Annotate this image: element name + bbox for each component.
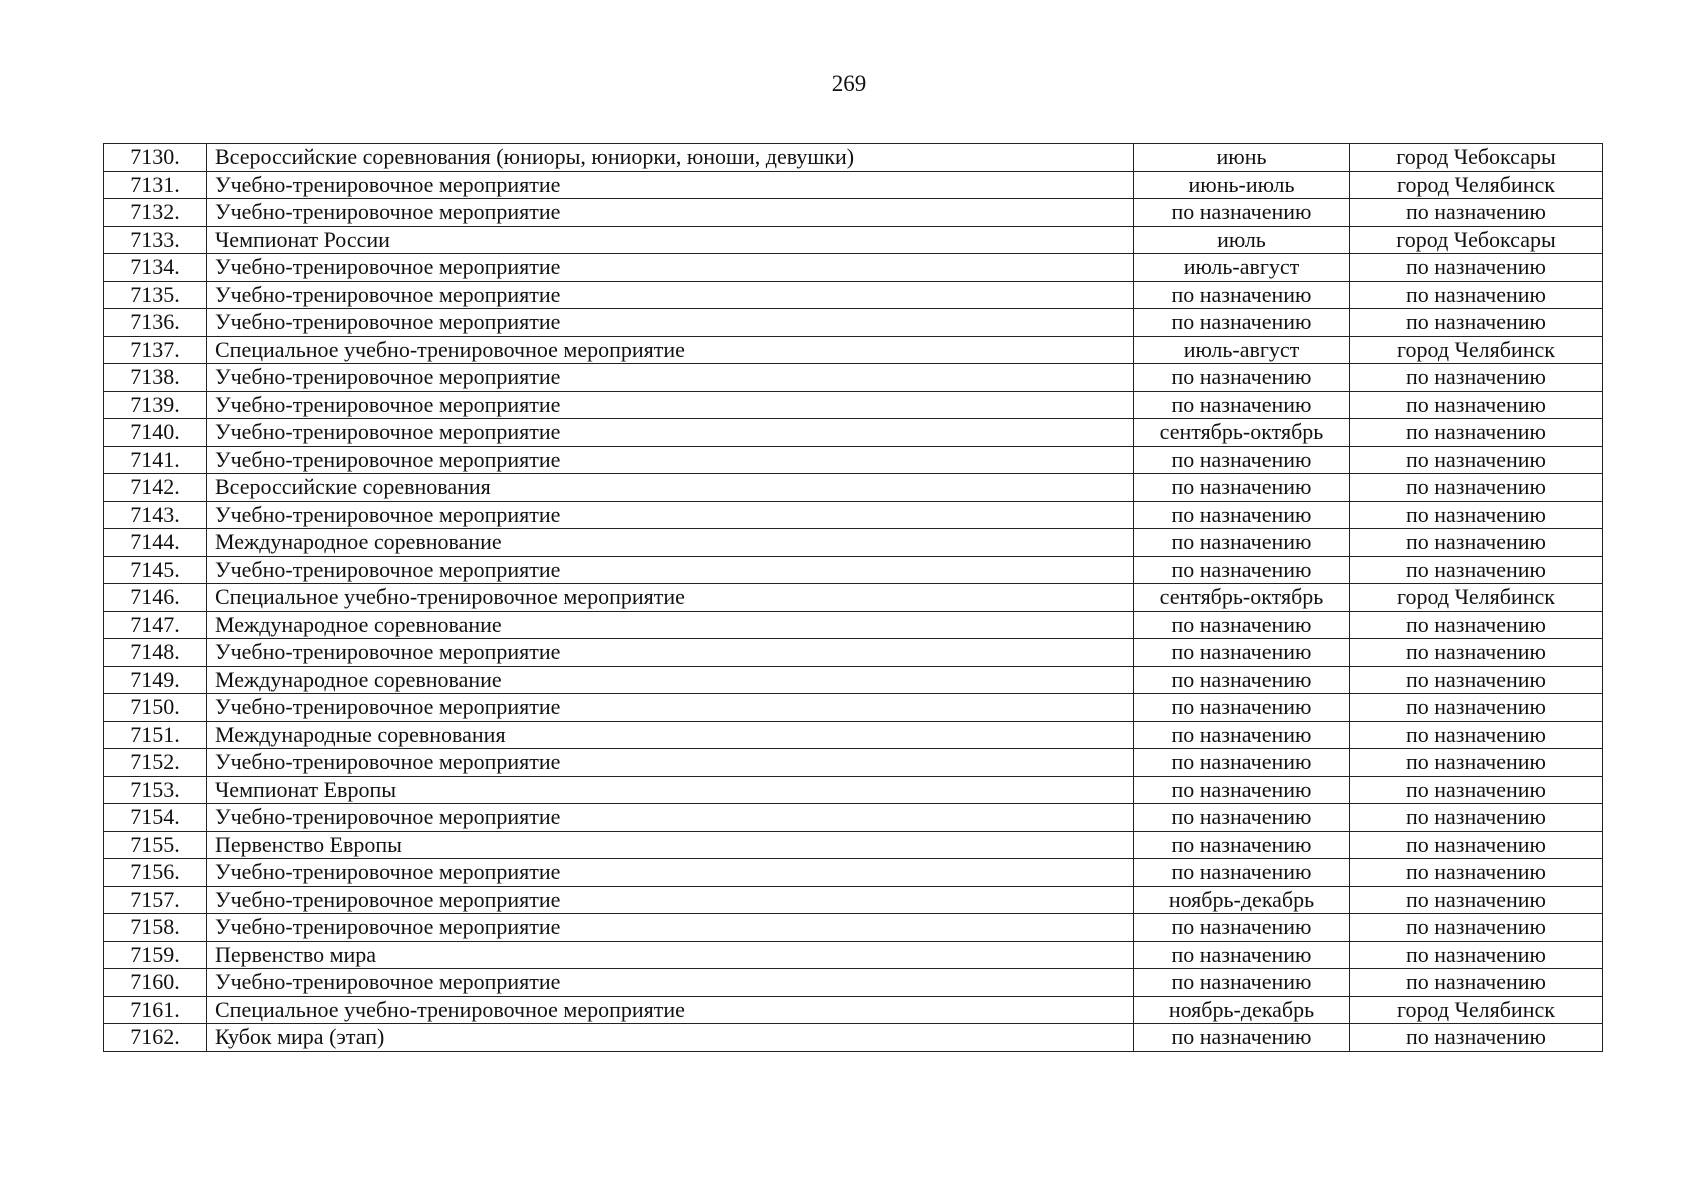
table-row [104, 226, 1603, 254]
row-number: 7139. [104, 391, 207, 419]
table-row [104, 474, 1603, 502]
table-row [104, 749, 1603, 777]
table-row [104, 776, 1603, 804]
event-place: город Чебоксары [1350, 226, 1603, 254]
event-date: по назначению [1134, 199, 1350, 227]
table-row [104, 254, 1603, 282]
row-number: 7161. [104, 996, 207, 1024]
event-place: по назначению [1350, 281, 1603, 309]
row-number: 7148. [104, 639, 207, 667]
event-date: по назначению [1134, 831, 1350, 859]
event-date: по назначению [1134, 474, 1350, 502]
event-place: город Челябинск [1350, 996, 1603, 1024]
event-place: город Челябинск [1350, 584, 1603, 612]
row-number: 7146. [104, 584, 207, 612]
event-place: по назначению [1350, 474, 1603, 502]
table-row [104, 281, 1603, 309]
event-date: по назначению [1134, 804, 1350, 832]
row-number: 7150. [104, 694, 207, 722]
row-number: 7154. [104, 804, 207, 832]
row-number: 7156. [104, 859, 207, 887]
event-date: по назначению [1134, 776, 1350, 804]
row-number: 7149. [104, 666, 207, 694]
event-date: по назначению [1134, 364, 1350, 392]
event-name: Специальное учебно-тренировочное мероприятие [207, 336, 1134, 364]
event-place: по назначению [1350, 391, 1603, 419]
row-number: 7132. [104, 199, 207, 227]
event-name: Учебно-тренировочное мероприятие [207, 914, 1134, 942]
event-name: Всероссийские соревнования (юниоры, юниорки, юноши, девушки) [207, 144, 1134, 172]
table-row [104, 364, 1603, 392]
table-row [104, 309, 1603, 337]
row-number: 7157. [104, 886, 207, 914]
table-row [104, 584, 1603, 612]
event-place: по назначению [1350, 886, 1603, 914]
row-number: 7141. [104, 446, 207, 474]
row-number: 7162. [104, 1024, 207, 1052]
table-row [104, 941, 1603, 969]
event-place: по назначению [1350, 501, 1603, 529]
row-number: 7142. [104, 474, 207, 502]
row-number: 7151. [104, 721, 207, 749]
event-name: Учебно-тренировочное мероприятие [207, 501, 1134, 529]
event-place: город Челябинск [1350, 171, 1603, 199]
event-date: по назначению [1134, 666, 1350, 694]
event-place: по назначению [1350, 941, 1603, 969]
event-date: ноябрь-декабрь [1134, 886, 1350, 914]
table-row [104, 171, 1603, 199]
event-date: по назначению [1134, 611, 1350, 639]
table-row [104, 199, 1603, 227]
row-number: 7158. [104, 914, 207, 942]
event-place: по назначению [1350, 1024, 1603, 1052]
row-number: 7137. [104, 336, 207, 364]
event-place: по назначению [1350, 446, 1603, 474]
event-date: июль-август [1134, 254, 1350, 282]
event-name: Учебно-тренировочное мероприятие [207, 254, 1134, 282]
event-name: Международное соревнование [207, 529, 1134, 557]
row-number: 7153. [104, 776, 207, 804]
page-number: 269 [831, 71, 867, 96]
row-number: 7133. [104, 226, 207, 254]
event-name: Первенство Европы [207, 831, 1134, 859]
table-row [104, 144, 1603, 172]
event-name: Учебно-тренировочное мероприятие [207, 694, 1134, 722]
event-place: по назначению [1350, 914, 1603, 942]
table-row [104, 391, 1603, 419]
event-name: Международное соревнование [207, 611, 1134, 639]
event-date: по назначению [1134, 914, 1350, 942]
event-date: по назначению [1134, 969, 1350, 997]
row-number: 7147. [104, 611, 207, 639]
table-row [104, 804, 1603, 832]
event-place: по назначению [1350, 831, 1603, 859]
event-name: Учебно-тренировочное мероприятие [207, 364, 1134, 392]
table-row [104, 831, 1603, 859]
event-name: Специальное учебно-тренировочное мероприятие [207, 584, 1134, 612]
event-name: Учебно-тренировочное мероприятие [207, 886, 1134, 914]
row-number: 7155. [104, 831, 207, 859]
event-date: сентябрь-октябрь [1134, 584, 1350, 612]
event-date: по назначению [1134, 309, 1350, 337]
event-place: по назначению [1350, 639, 1603, 667]
event-place: по назначению [1350, 364, 1603, 392]
table-row [104, 556, 1603, 584]
event-name: Международное соревнование [207, 666, 1134, 694]
table-row [104, 886, 1603, 914]
event-date: по назначению [1134, 556, 1350, 584]
row-number: 7130. [104, 144, 207, 172]
table-row [104, 446, 1603, 474]
event-name: Специальное учебно-тренировочное мероприятие [207, 996, 1134, 1024]
event-place: по назначению [1350, 721, 1603, 749]
event-name: Учебно-тренировочное мероприятие [207, 309, 1134, 337]
event-date: по назначению [1134, 859, 1350, 887]
event-date: по назначению [1134, 749, 1350, 777]
event-date: ноябрь-декабрь [1134, 996, 1350, 1024]
row-number: 7152. [104, 749, 207, 777]
event-name: Учебно-тренировочное мероприятие [207, 804, 1134, 832]
event-name: Учебно-тренировочное мероприятие [207, 281, 1134, 309]
event-name: Учебно-тренировочное мероприятие [207, 391, 1134, 419]
event-place: по назначению [1350, 666, 1603, 694]
table-row [104, 529, 1603, 557]
table-row [104, 721, 1603, 749]
table-row [104, 336, 1603, 364]
event-date: по назначению [1134, 501, 1350, 529]
event-date: по назначению [1134, 694, 1350, 722]
event-place: по назначению [1350, 254, 1603, 282]
table-row [104, 666, 1603, 694]
event-date: июнь [1134, 144, 1350, 172]
event-name: Первенство мира [207, 941, 1134, 969]
event-place: город Чебоксары [1350, 144, 1603, 172]
event-place: по назначению [1350, 804, 1603, 832]
row-number: 7160. [104, 969, 207, 997]
event-date: по назначению [1134, 721, 1350, 749]
row-number: 7136. [104, 309, 207, 337]
event-place: по назначению [1350, 309, 1603, 337]
row-number: 7144. [104, 529, 207, 557]
table-row [104, 1024, 1603, 1052]
table-row [104, 694, 1603, 722]
event-name: Учебно-тренировочное мероприятие [207, 419, 1134, 447]
event-name: Учебно-тренировочное мероприятие [207, 749, 1134, 777]
events-table [103, 143, 1603, 1052]
event-name: Международные соревнования [207, 721, 1134, 749]
event-date: по назначению [1134, 281, 1350, 309]
table-row [104, 969, 1603, 997]
event-name: Учебно-тренировочное мероприятие [207, 556, 1134, 584]
event-name: Чемпионат Европы [207, 776, 1134, 804]
event-name: Учебно-тренировочное мероприятие [207, 969, 1134, 997]
event-name: Чемпионат России [207, 226, 1134, 254]
event-name: Учебно-тренировочное мероприятие [207, 446, 1134, 474]
event-date: по назначению [1134, 941, 1350, 969]
row-number: 7145. [104, 556, 207, 584]
event-name: Учебно-тренировочное мероприятие [207, 199, 1134, 227]
event-place: по назначению [1350, 859, 1603, 887]
event-name: Учебно-тренировочное мероприятие [207, 639, 1134, 667]
event-name: Учебно-тренировочное мероприятие [207, 859, 1134, 887]
row-number: 7134. [104, 254, 207, 282]
row-number: 7131. [104, 171, 207, 199]
table-row [104, 859, 1603, 887]
event-name: Учебно-тренировочное мероприятие [207, 171, 1134, 199]
event-place: по назначению [1350, 694, 1603, 722]
table-row [104, 419, 1603, 447]
table-row [104, 914, 1603, 942]
event-date: июнь-июль [1134, 171, 1350, 199]
event-name: Всероссийские соревнования [207, 474, 1134, 502]
row-number: 7140. [104, 419, 207, 447]
event-date: июль-август [1134, 336, 1350, 364]
table-row [104, 501, 1603, 529]
event-name: Кубок мира (этап) [207, 1024, 1134, 1052]
event-place: по назначению [1350, 529, 1603, 557]
event-place: по назначению [1350, 556, 1603, 584]
event-place: по назначению [1350, 749, 1603, 777]
row-number: 7135. [104, 281, 207, 309]
table-row [104, 611, 1603, 639]
event-place: по назначению [1350, 419, 1603, 447]
events-table-body [104, 144, 1603, 1052]
event-date: июль [1134, 226, 1350, 254]
event-date: по назначению [1134, 639, 1350, 667]
table-row [104, 996, 1603, 1024]
event-date: по назначению [1134, 446, 1350, 474]
event-date: по назначению [1134, 1024, 1350, 1052]
event-date: сентябрь-октябрь [1134, 419, 1350, 447]
row-number: 7159. [104, 941, 207, 969]
row-number: 7138. [104, 364, 207, 392]
event-date: по назначению [1134, 529, 1350, 557]
event-date: по назначению [1134, 391, 1350, 419]
row-number: 7143. [104, 501, 207, 529]
event-place: по назначению [1350, 611, 1603, 639]
event-place: город Челябинск [1350, 336, 1603, 364]
event-place: по назначению [1350, 776, 1603, 804]
event-place: по назначению [1350, 969, 1603, 997]
table-row [104, 639, 1603, 667]
event-place: по назначению [1350, 199, 1603, 227]
